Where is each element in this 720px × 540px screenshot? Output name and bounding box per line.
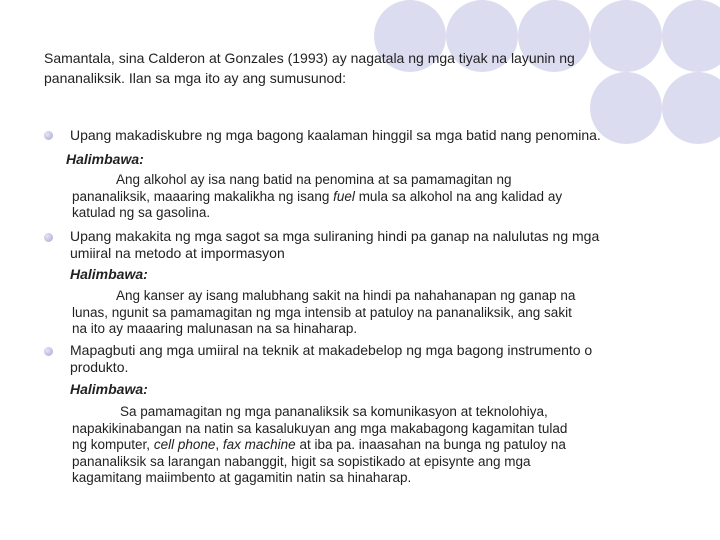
list-item-line: Upang makakita ng mga sagot sa mga suliraning hindi pa ganap na nalulutas ng mga — [70, 228, 600, 244]
example-fragment: mula sa alkohol na ang kalidad ay — [354, 188, 563, 204]
example-text — [72, 404, 672, 487]
example-line: Ang alkohol ay isa nang batid na penomina at sa pamamagitan ng — [116, 172, 512, 187]
example-line: katulad ng sa gasolina. — [72, 205, 211, 220]
example-line: pananaliksik sa larangan nabanggit, higit sa sopistikado at episynte ang mga — [72, 453, 531, 469]
example-label: Halimbawa: — [70, 266, 148, 282]
list-item-text: Upang makadiskubre ng mga bagong kaalaman hinggil sa mga batid nang penomina. — [70, 127, 601, 143]
example-text — [72, 288, 672, 338]
example-italic: cell phone — [153, 437, 216, 452]
list-item-text — [70, 342, 695, 376]
example-line — [72, 189, 672, 206]
intro-paragraph — [44, 48, 684, 88]
list-item-line: umiiral na metodo at impormasyon — [70, 245, 285, 261]
example-line: Ang kanser ay isang malubhang sakit na hindi pa nahahanapan ng ganap na — [116, 288, 576, 303]
bullet-icon — [44, 233, 53, 242]
example-fragment: at iba pa. inaasahan na bunga ng patuloy na — [295, 437, 566, 452]
example-line: kagamitang maiimbento at gagamitin natin sa hinaharap. — [72, 470, 412, 485]
example-fragment: ng komputer, — [72, 437, 154, 452]
list-item-line: Mapagbuti ang mga umiiral na teknik at makadebelop ng mga bagong instrumento o — [70, 342, 593, 358]
list-item-line: produkto. — [70, 359, 129, 375]
example-italic: fuel — [333, 188, 355, 204]
example-line: Sa pamamagitan ng mga pananaliksik sa komunikasyon at teknolohiya, — [120, 404, 548, 419]
list-item-text — [70, 228, 695, 262]
bullet-icon — [44, 131, 53, 140]
example-line: lunas, ngunit sa pamamagitan ng mga intensib at patuloy na pananaliksik, ang sakit — [72, 304, 572, 320]
example-line — [72, 437, 672, 454]
example-fragment: , — [215, 437, 223, 452]
example-line: napakikinabangan na natin sa kasalukuyan ang mga makabagong kagamitan tulad — [72, 420, 568, 436]
example-label: Halimbawa: — [70, 381, 148, 397]
intro-line: pananaliksik. Ilan sa mga ito ay ang sumusunod: — [44, 70, 346, 86]
example-label: Halimbawa: — [66, 151, 144, 167]
example-fragment: pananaliksik, maaaring makalikha ng isang — [72, 188, 334, 204]
example-italic: fax machine — [222, 437, 296, 452]
example-text — [72, 172, 672, 222]
example-line: na ito ay maaaring malunasan na sa hinaharap. — [72, 321, 358, 336]
bullet-icon — [44, 347, 53, 356]
intro-line: Samantala, sina Calderon at Gonzales (1993) ay nagatala ng mga tiyak na layunin ng — [44, 50, 575, 66]
